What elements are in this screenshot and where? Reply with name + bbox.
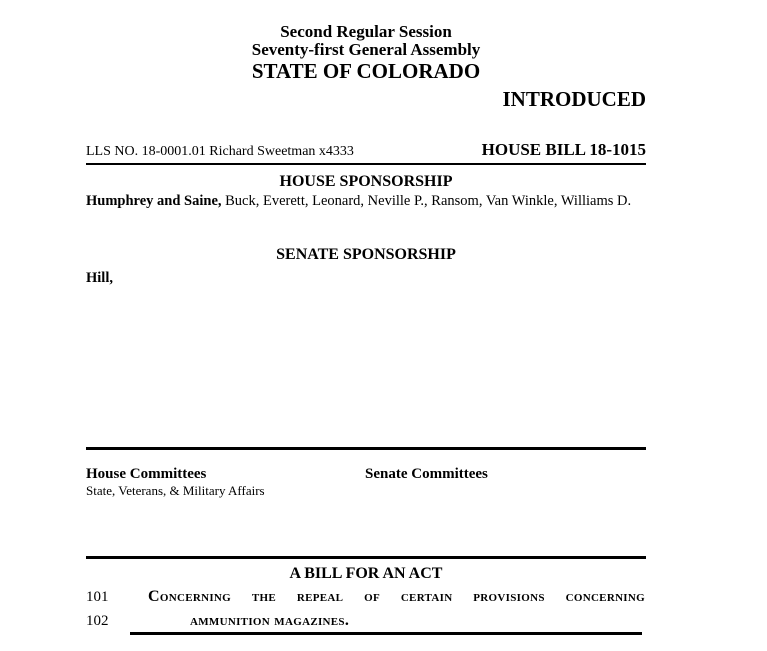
bill-title-line-2: ammunition magazines.: [190, 612, 350, 629]
lls-number: LLS NO. 18-0001.01 Richard Sweetman x4333: [86, 144, 354, 159]
divider-rule-top: [86, 163, 646, 165]
divider-rule-act: [86, 556, 646, 559]
house-cosponsors: Buck, Everett, Leonard, Neville P., Ransom, Van Winkle, Williams D.: [221, 193, 632, 209]
house-committees-label: House Committees: [86, 466, 207, 482]
act-title: A BILL FOR AN ACT: [289, 565, 443, 582]
assembly-heading: Seventy-first General Assembly: [251, 40, 481, 59]
house-committee-assignment: State, Veterans, & Military Affairs: [86, 483, 265, 498]
introduced-status: INTRODUCED: [502, 87, 646, 111]
house-sponsorship-heading: HOUSE SPONSORSHIP: [279, 173, 453, 190]
senate-primary-sponsors: Hill,: [86, 270, 113, 286]
line-number-102: 102: [86, 613, 109, 629]
line-number-101: 101: [86, 589, 109, 605]
bill-number: HOUSE BILL 18-1015: [481, 140, 646, 159]
bill-title-line-1: Concerning the repeal of certain provisions concerning: [148, 588, 645, 605]
house-sponsors: [86, 192, 658, 211]
house-primary-sponsors: Humphrey and Saine,: [86, 193, 222, 209]
senate-committees-label: Senate Committees: [365, 466, 488, 482]
bill-title-underline: [130, 632, 642, 635]
state-heading: STATE OF COLORADO: [251, 59, 481, 83]
divider-rule-committees: [86, 447, 646, 450]
session-heading: Second Regular Session: [280, 22, 452, 41]
senate-sponsorship-heading: SENATE SPONSORSHIP: [276, 246, 456, 263]
